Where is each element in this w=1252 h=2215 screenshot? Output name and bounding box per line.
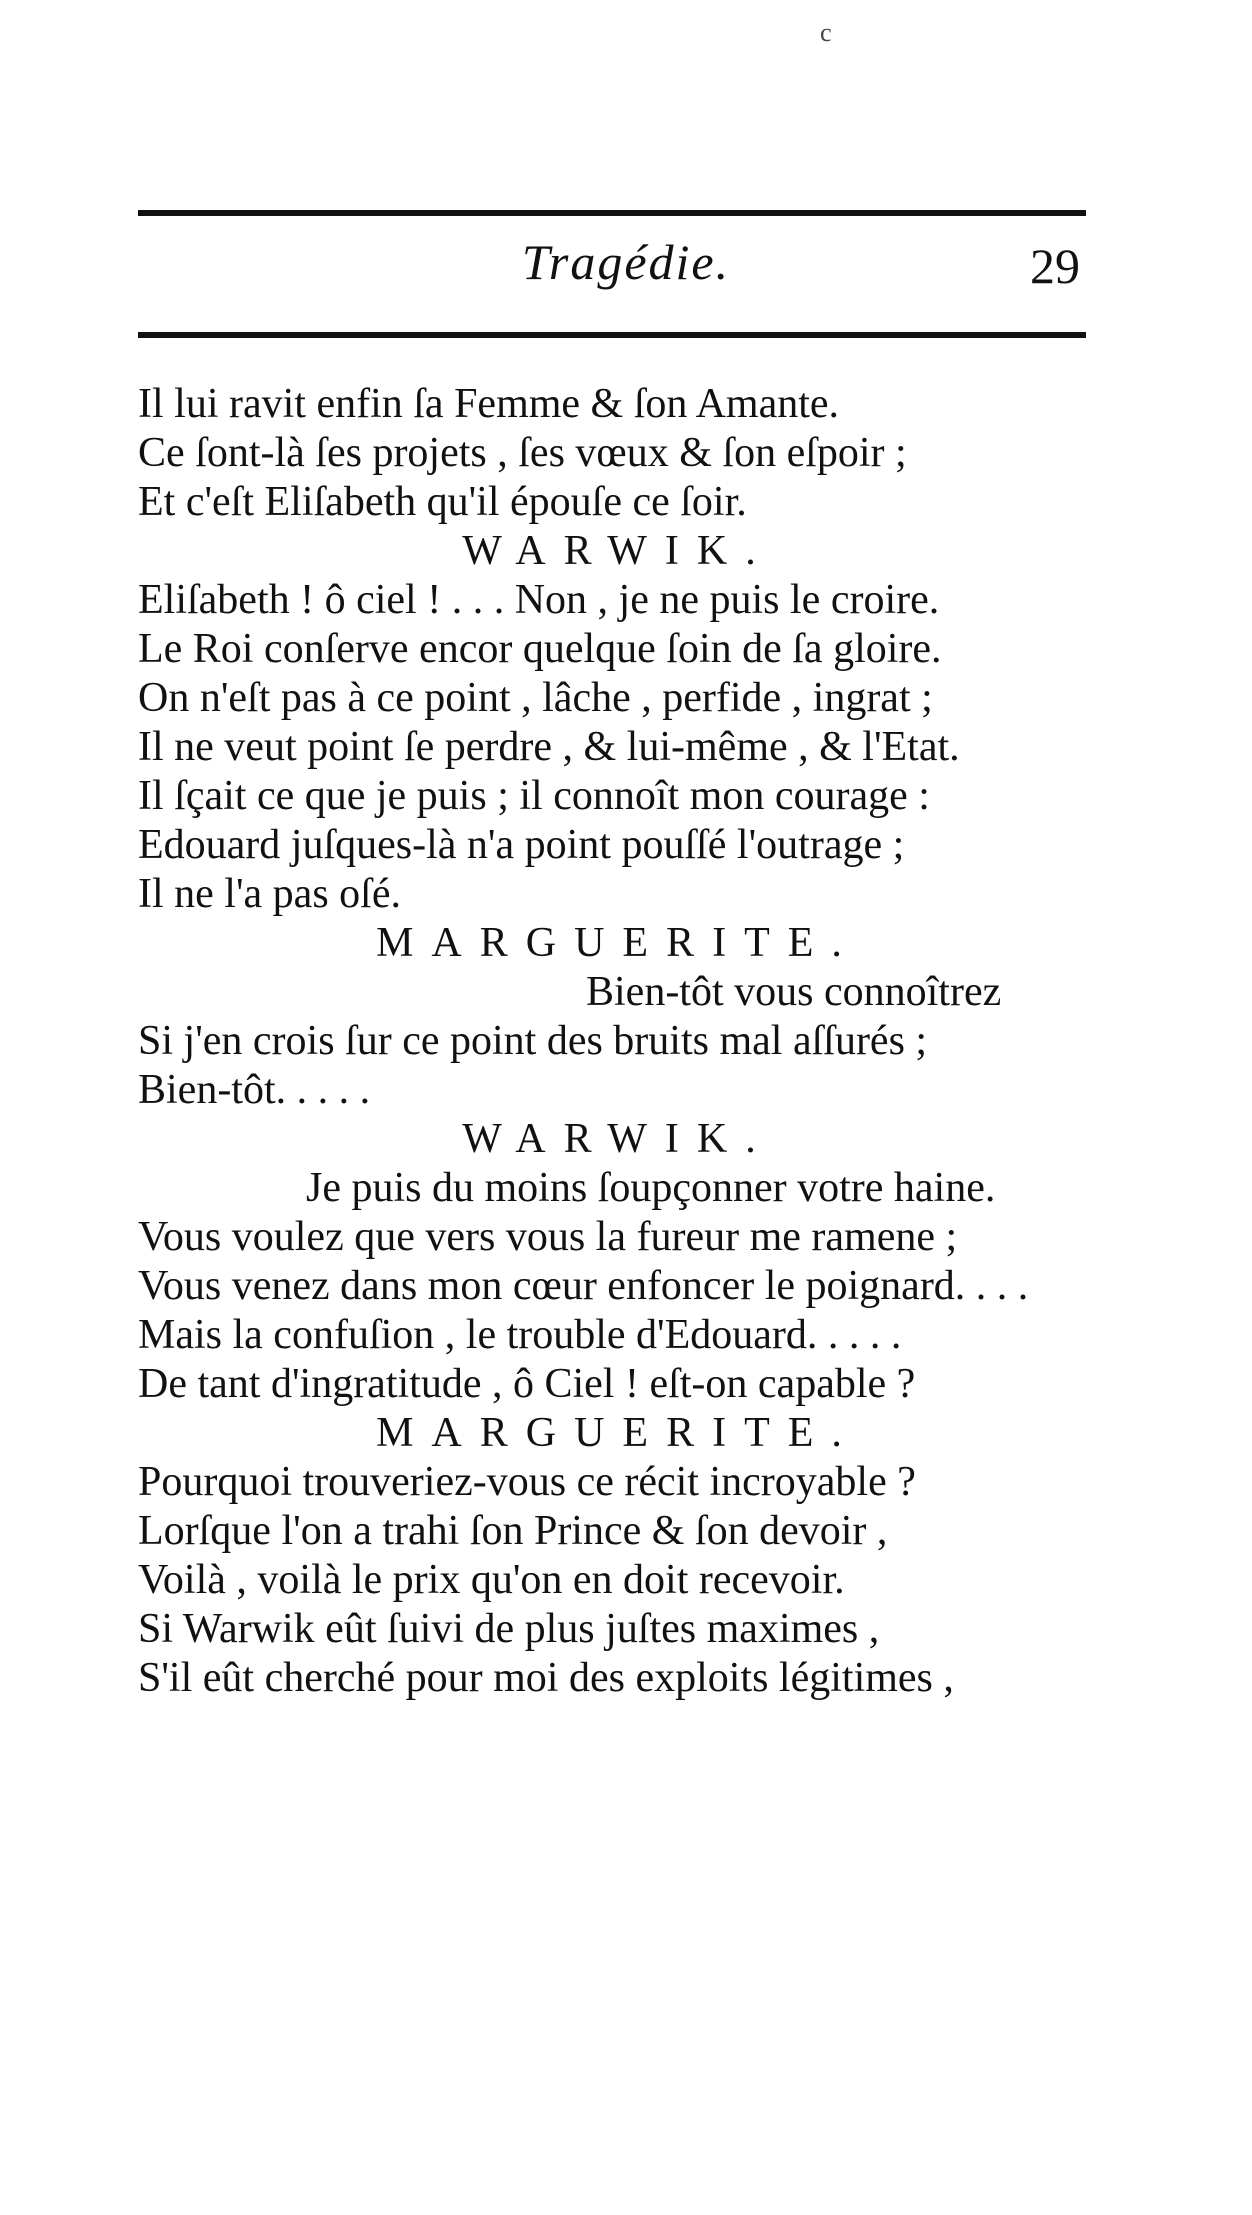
verse-line: Si Warwik eût ſuivi de plus juſtes maximes , <box>138 1606 880 1652</box>
verse-line: Vous venez dans mon cœur enfoncer le poignard. . . . <box>138 1263 1029 1309</box>
verse-line: Edouard juſques-là n'a point pouſſé l'outrage ; <box>138 822 905 868</box>
verse-line: Si j'en crois ſur ce point des bruits mal aſſurés ; <box>138 1018 928 1064</box>
play-text <box>138 380 1098 1703</box>
verse-line: Lorſque l'on a trahi ſon Prince & ſon devoir , <box>138 1508 888 1554</box>
speaker-name: MARGUERITE. <box>376 1410 860 1456</box>
speaker-name: WARWIK. <box>462 1116 774 1162</box>
verse-line: Pourquoi trouveriez-vous ce récit incroyable ? <box>138 1459 916 1505</box>
verse-line: Et c'eſt Eliſabeth qu'il épouſe ce ſoir. <box>138 479 747 525</box>
speaker-name: MARGUERITE. <box>376 920 860 966</box>
verse-line: Ce ſont-là ſes projets , ſes vœux & ſon eſpoir ; <box>138 430 907 476</box>
speaker-name: WARWIK. <box>462 528 774 574</box>
header-rule-top <box>138 210 1086 216</box>
verse-line: Il ſçait ce que je puis ; il connoît mon courage : <box>138 773 930 819</box>
running-title: Tragédie. <box>521 234 731 290</box>
verse-line: On n'eſt pas à ce point , lâche , perfide , ingrat ; <box>138 675 933 721</box>
verse-line: Eliſabeth ! ô ciel ! . . . Non , je ne puis le croire. <box>138 577 940 623</box>
verse-line: Il ne l'a pas oſé. <box>138 871 401 917</box>
verse-line: Mais la confuſion , le trouble d'Edouard. . . . . <box>138 1312 902 1358</box>
verse-line: Vous voulez que vers vous la fureur me ramene ; <box>138 1214 958 1260</box>
corner-mark: c <box>820 18 832 47</box>
verse-line: Il ne veut point ſe perdre , & lui-même , & l'Etat. <box>138 724 960 770</box>
verse-line: Bien-tôt vous connoîtrez <box>586 969 1002 1015</box>
verse-line: Le Roi conſerve encor quelque ſoin de ſa gloire. <box>138 626 942 672</box>
verse-line: Il lui ravit enfin ſa Femme & ſon Amante. <box>138 381 840 427</box>
verse-line: Je puis du moins ſoupçonner votre haine. <box>306 1165 996 1211</box>
page-number: 29 <box>1030 238 1080 294</box>
verse-line: Bien-tôt. . . . . <box>138 1067 371 1113</box>
verse-line: Voilà , voilà le prix qu'on en doit recevoir. <box>138 1557 845 1603</box>
header-rule-bottom <box>138 332 1086 338</box>
verse-line: S'il eût cherché pour moi des exploits légitimes , <box>138 1655 954 1701</box>
verse-line: De tant d'ingratitude , ô Ciel ! eſt-on capable ? <box>138 1361 916 1407</box>
